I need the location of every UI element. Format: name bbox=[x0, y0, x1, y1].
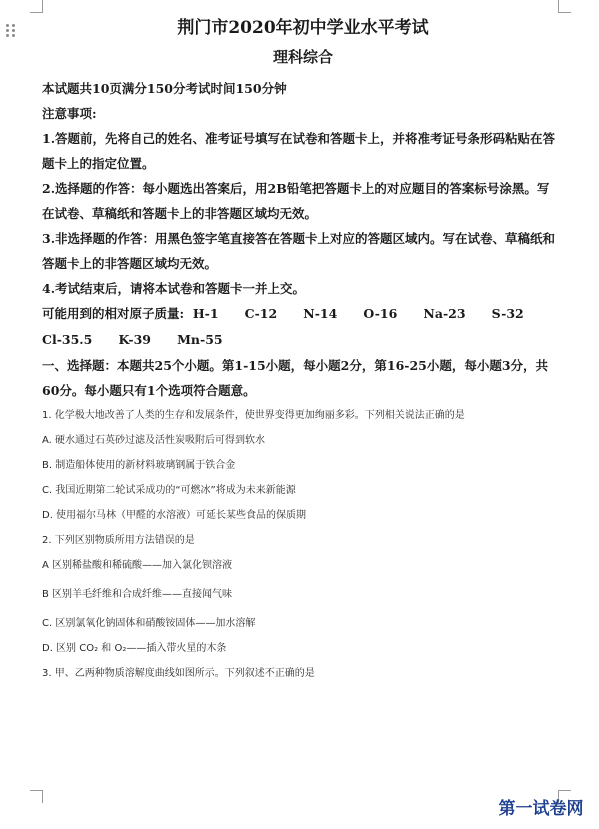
question-stem: 3. 甲、乙两种物质溶解度曲线如图所示。下列叙述不正确的是 bbox=[42, 668, 315, 679]
answer-option: A. 硬水通过石英砂过滤及活性炭吸附后可得到软水 bbox=[42, 435, 266, 446]
note-line: 题卡上的指定位置。 bbox=[42, 156, 155, 171]
note-line: 4.考试结束后，请将本试卷和答题卡一并上交。 bbox=[42, 281, 306, 296]
drag-handle-icon[interactable] bbox=[6, 24, 18, 38]
note-line: 在试卷、草稿纸和答题卡上的非答题区域均无效。 bbox=[42, 206, 318, 221]
question-stem: 2. 下列区别物质所用方法错误的是 bbox=[42, 535, 195, 546]
page-corner-mark bbox=[558, 0, 571, 13]
atomic-masses: 可能用到的相对原子质量: H-1 C-12 N-14 O-16 Na-23 S-32 bbox=[42, 306, 524, 321]
note-line: 1.答题前，先将自己的姓名、准考证号填写在试卷和答题卡上，并将准考证号条形码粘贴在答 bbox=[42, 131, 556, 146]
section-heading: 一、选择题：本题共25个小题。第1-15小题，每小题2分，第16-25小题，每小题3分，共 bbox=[42, 358, 549, 373]
document-page bbox=[42, 14, 564, 686]
answer-option: D. 使用福尔马林（甲醛的水溶液）可延长某些食品的保质期 bbox=[42, 510, 307, 521]
document-subtitle: 理科综合 bbox=[272, 48, 333, 66]
document-title: 荆门市2020年初中学业水平考试 bbox=[177, 18, 429, 38]
section-heading: 60分。每小题只有1个选项符合题意。 bbox=[42, 383, 256, 398]
answer-option: B. 制造船体使用的新材料玻璃钢属于铁合金 bbox=[42, 460, 236, 471]
page-corner-mark bbox=[30, 790, 43, 803]
site-watermark: 第一试卷网 bbox=[498, 799, 584, 819]
note-line: 2.选择题的作答：每小题选出答案后，用2B铅笔把答题卡上的对应题目的答案标号涂黑。写 bbox=[42, 181, 550, 196]
answer-option: A 区别稀盐酸和稀硫酸——加入氯化钡溶液 bbox=[42, 560, 233, 571]
answer-option: B 区别羊毛纤维和合成纤维——直接闻气味 bbox=[42, 589, 233, 600]
question-stem: 1. 化学极大地改善了人类的生存和发展条件，使世界变得更加绚丽多彩。下列相关说法正确的是 bbox=[42, 410, 465, 421]
exam-info: 本试题共10页满分150分考试时间150分钟 bbox=[42, 81, 287, 96]
answer-option: C. 区别氯氧化钠固体和硝酸铵固体——加水溶解 bbox=[42, 618, 256, 629]
answer-option: D. 区别 CO₂ 和 O₂——插入带火星的木条 bbox=[42, 643, 227, 654]
answer-option: C. 我国近期第二轮试采成功的“可燃冰”将成为未来新能源 bbox=[42, 485, 296, 496]
page-corner-mark bbox=[30, 0, 43, 13]
note-line: 3.非选择题的作答：用黑色签字笔直接答在答题卡上对应的答题区域内。写在试卷、草稿纸和 bbox=[42, 231, 556, 246]
atomic-masses: Cl-35.5 K-39 Mn-55 bbox=[42, 332, 223, 347]
notes-heading: 注意事项: bbox=[42, 106, 97, 121]
note-line: 答题卡上的非答题区域均无效。 bbox=[42, 256, 218, 271]
